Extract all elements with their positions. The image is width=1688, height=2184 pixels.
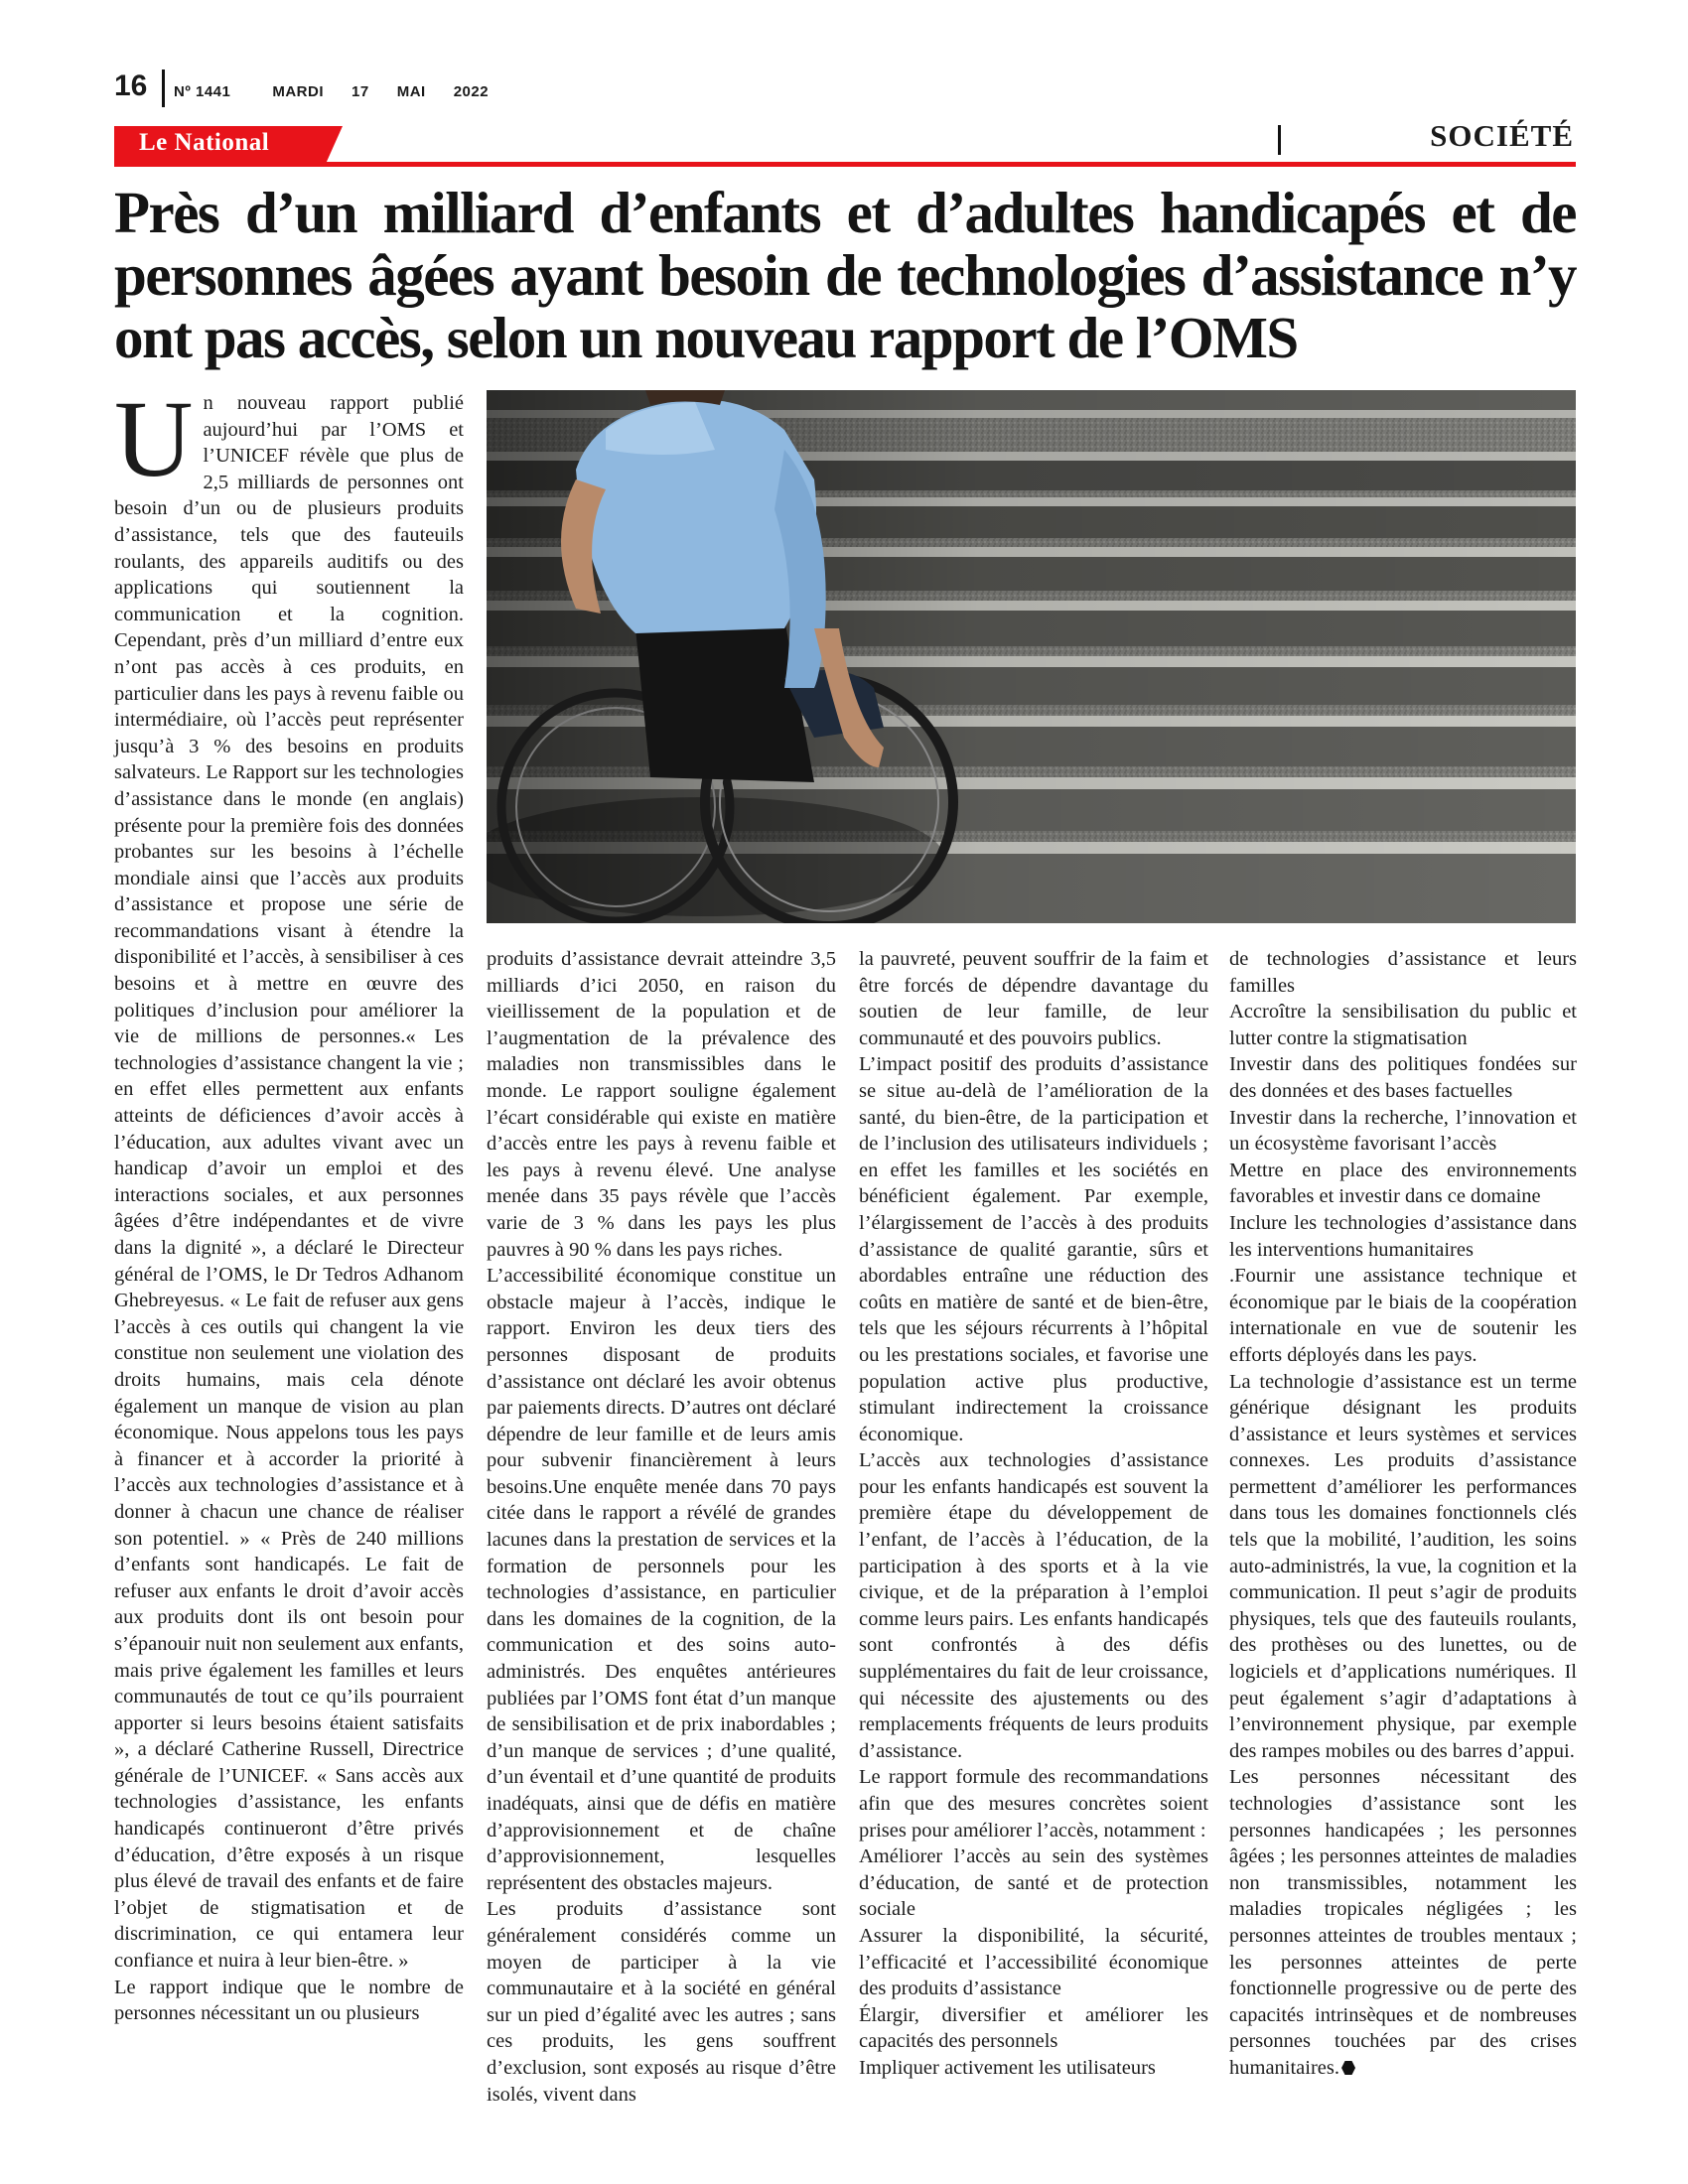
paragraph: la pauvreté, peuvent souffrir de la faim et être forcés de dépendre davantage du soutien de leur famille, de leur communauté et des pouvoirs publics.	[859, 948, 1208, 1049]
list-item: .Fournir une assistance technique et économique par le biais de la coopération internationale en vue de soutenir les efforts déployés dans les pays.	[1229, 1265, 1577, 1366]
paragraph: Le rapport indique que le nombre de personnes nécessitant un ou plusieurs	[114, 1976, 464, 2025]
section-divider	[1278, 125, 1281, 155]
article-column-3	[859, 946, 1208, 2082]
list-item: Assurer la disponibilité, la sécurité, l’efficacité et l’accessibilité économique des produits d’assistance	[859, 1924, 1208, 2000]
list-item: Inclure les technologies d’assistance dans les interventions humanitaires	[1229, 1211, 1577, 1261]
issue-month: MAI	[396, 83, 426, 100]
paragraph: La technologie d’assistance est un terme générique désignant les produits d’assistance et leurs systèmes et services connexes. Les produits d’assistance permettent d’améliorer les performances dans tous les domaines fonctionnels clés tels que la mobilité, l’audition, les soins auto-administrés, la vue, la cognition et la communication. Il peut s’agir de produits physiques, tels que des fauteuils roulants, des prothèses ou des lunettes, ou de logiciels et d’applications numériques. Il peut également s’agir d’adaptations à l’environnement physique, par exemple des rampes mobiles ou des barres d’appui.	[1229, 1370, 1577, 1762]
header-rule	[114, 162, 1576, 167]
article-headline: Près d’un milliard d’enfants et d’adultes handicapés et de personnes âgées ayant besoin de technologies d’assistance n’y ont pas accès, selon un nouveau rapport de l’OMS	[114, 180, 1576, 370]
paragraph: L’accès aux technologies d’assistance pour les enfants handicapés est souvent la première étape du développement de l’enfant, de l’accès à l’éducation, de la participation à des sports et à la vie civique, et de la préparation à l’emploi comme leurs pairs. Les enfants handicapés sont confrontés à des défis supplémentaires du fait de leur croissance, qui nécessite des ajustements ou des remplacements fréquents de leurs produits d’assistance.	[859, 1449, 1208, 1762]
list-item: Investir dans des politiques fondées sur des données et des bases factuelles	[1229, 1053, 1577, 1102]
brand-name: Le National	[139, 129, 270, 156]
article-column-1	[114, 378, 464, 2027]
article-photo	[487, 390, 1576, 923]
article-column-4	[1229, 946, 1577, 2082]
paragraph: L’impact positif des produits d’assistance se situe au-delà de l’amélioration de la santé, du bien-être, de la participation et de l’inclusion des utilisateurs individuels ; en effet les familles et les sociétés en bénéficient également. Par exemple, l’élargissement de l’accès à des produits d’assistance de qualité garantie, sûrs et abordables entraîne une réduction des coûts en matière de santé et de bien-être, tels que les séjours récurrents à l’hôpital ou les prestations sociales, et favorise une population active plus productive, stimulant indirectement la croissance économique.	[859, 1053, 1208, 1445]
list-item: Investir dans la recherche, l’innovation et un écosystème favorisant l’accès	[1229, 1106, 1577, 1156]
issue-day: MARDI	[272, 83, 325, 100]
list-item: Mettre en place des environnements favorables et investir dans ce domaine	[1229, 1159, 1577, 1208]
paragraph: produits d’assistance devrait atteindre 3,5 milliards d’ici 2050, en raison du vieillissement de la population et de l’augmentation de la prévalence des maladies non transmissibles dans le monde. Le rapport souligne également l’écart considérable qui existe en matière d’accès entre les pays à revenu faible et les pays à revenu élevé. Une analyse menée dans 35 pays révèle que l’accès varie de 3 % dans les pays les plus pauvres à 90 % dans les pays riches.	[487, 948, 836, 1261]
section-label: SOCIÉTÉ	[1430, 118, 1574, 153]
paragraph	[1229, 1764, 1577, 2081]
paragraph: n nouveau rapport publié aujourd’hui par l’OMS et l’UNICEF révèle que plus de 2,5 milliards de personnes ont besoin d’un ou de plusieurs produits d’assistance, tels que des fauteuils roulants, des appareils auditifs ou des applications qui soutiennent la communication et la cognition. Cependant, près d’un milliard d’entre eux n’ont pas accès à ces produits, en particulier dans les pays à revenu faible ou intermédiaire, où l’accès peut représenter jusqu’à 3 % des besoins en produits salvateurs. Le Rapport sur les technologies d’assistance dans le monde (en anglais) présente pour la première fois des données probantes sur les besoins à l’échelle mondiale ainsi que l’accès aux produits d’assistance et propose une série de recommandations visant à étendre la disponibilité et l’accès, à sensibiliser à ces besoins et à mettre en œuvre des politiques d’inclusion pour améliorer la vie de millions de personnes.« Les technologies d’assistance changent la vie ; en effet elles permettent aux enfants atteints de déficiences d’avoir accès à l’éducation, aux adultes vivant avec un handicap d’avoir un emploi et des interactions sociales, et aux personnes âgées d’être indépendantes et de vivre dans la dignité », a déclaré le Directeur général de l’OMS, le Dr Tedros Adhanom Ghebreyesus. « Le fait de refuser aux gens l’accès à ces outils qui changent la vie constitue non seulement une violation des droits humains, mais cela dénote également un manque de vision au plan économique. Nous appelons tous les pays à financer et à accorder la priorité à l’accès aux technologies d’assistance et à donner à chacun une chance de réaliser son potentiel. » « Près de 240 millions d’enfants sont handicapés. Le fait de refuser aux enfants le droit d’avoir accès aux produits dont ils ont besoin pour s’épanouir nuit non seulement aux enfants, mais prive également les familles et leurs communautés de tout ce qu’ils pourraient apporter si leurs besoins étaient satisfaits », a déclaré Catherine Russell, Directrice générale de l’UNICEF. « Sans accès aux technologies d’assistance, les enfants handicapés continueront d’être privés d’éducation, d’être exposés à un risque plus élevé de travail des enfants et de faire l’objet de stigmatisation et de discrimination, ce qui entamera leur confiance et nuira à leur bien-être. »	[114, 392, 464, 1973]
list-item: Améliorer l’accès au sein des systèmes d’éducation, de santé et de protection sociale	[859, 1845, 1208, 1921]
article-column-2	[487, 946, 836, 2108]
paragraph: Les produits d’assistance sont généralement considérés comme un moyen de participer à la vie communautaire et à la société en général sur un pied d’égalité avec les autres ; sans ces produits, les gens souffrent d’exclusion, sont exposés au risque d’être isolés, vivent dans	[487, 1898, 836, 2106]
issue-date-day: 17	[352, 83, 369, 100]
issue-year: 2022	[453, 83, 490, 100]
final-paragraph-text: Les personnes nécessitant des technologies d’assistance sont les personnes handicapées ; les personnes âgées ; les personnes atteintes de maladies non transmissibles, notamment les maladies tropicales négligées ; les personnes atteintes de troubles mentaux ; les personnes atteintes de perte fonctionnelle progressive ou de perte des capacités intrinsèques et de nombreuses personnes touchées par des crises humanitaires.	[1229, 1766, 1577, 2079]
list-item: Accroître la sensibilisation du public et lutter contre la stigmatisation	[1229, 1001, 1577, 1049]
issue-line	[174, 83, 516, 100]
list-item: Élargir, diversifier et améliorer les capacités des personnels	[859, 2003, 1208, 2053]
header-divider	[162, 69, 165, 107]
paragraph: Le rapport formule des recommandations afin que des mesures concrètes soient prises pour améliorer l’accès, notamment :	[859, 1766, 1208, 1842]
page-number: 16	[114, 69, 148, 102]
drop-cap: U	[114, 378, 194, 499]
issue-number: Nº 1441	[174, 83, 231, 100]
list-item: Impliquer activement les utilisateurs	[859, 2056, 1156, 2079]
end-of-article-icon	[1341, 2061, 1355, 2075]
paragraph: L’accessibilité économique constitue un obstacle majeur à l’accès, indique le rapport. Environ les deux tiers des personnes disposant de produits d’assistance ont déclaré les avoir obtenus par paiements directs. D’autres ont déclaré dépendre de leur famille et de leurs amis pour subvenir financièrement à leurs besoins.Une enquête menée dans 70 pays citée dans le rapport a révélé de grandes lacunes dans la prestation de services et la formation de personnels pour les technologies d’assistance, en particulier dans les domaines de la cognition, de la communication et des soins auto-administrés. Des enquêtes antérieures publiées par l’OMS font état d’un manque de sensibilisation et de prix inabordables ; d’un manque de services ; d’une qualité, d’un éventail et d’une quantité de produits inadéquats, ainsi que de défis en matière d’approvisionnement et de chaîne d’approvisionnement, lesquelles représentent des obstacles majeurs.	[487, 1265, 836, 1894]
list-item: de technologies d’assistance et leurs familles	[1229, 948, 1577, 997]
